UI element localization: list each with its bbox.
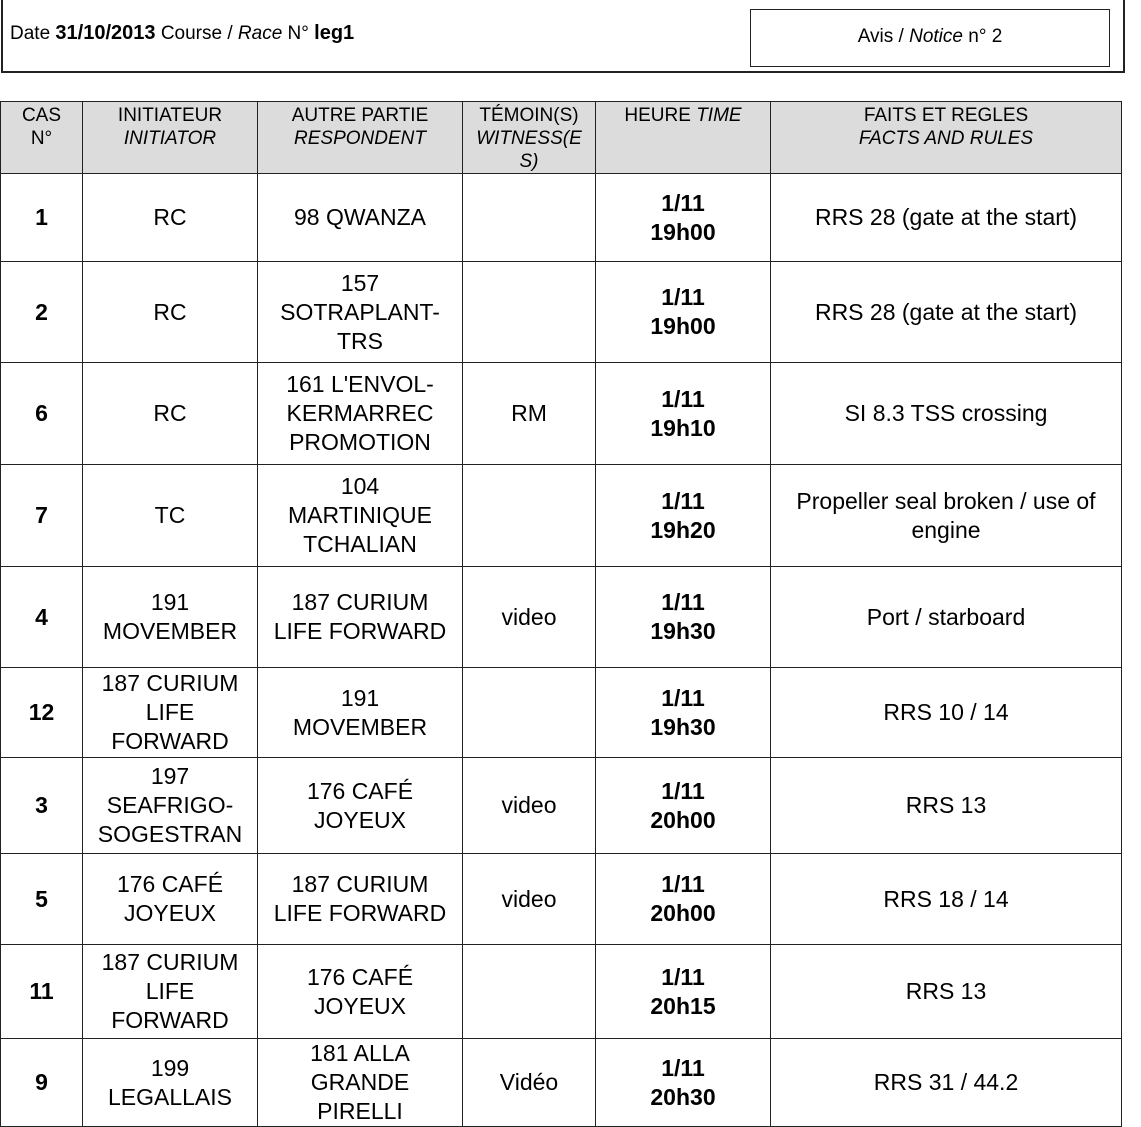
initiator-cell (83, 262, 258, 363)
respondent-cell (258, 262, 463, 363)
header-respondent: AUTRE PARTIE RESPONDENT (258, 102, 463, 174)
case-number: 1 (35, 204, 48, 230)
witness-cell (463, 262, 596, 363)
respondent-text: PIRELLI (317, 1098, 403, 1124)
respondent-text: MARTINIQUE (288, 502, 432, 528)
time-cell (596, 668, 771, 758)
initiator-cell (83, 668, 258, 758)
time-text: 1/11 (661, 963, 705, 990)
time-text: 1/11 (661, 684, 705, 711)
time-cell (596, 262, 771, 363)
notice-number: n° 2 (968, 26, 1003, 47)
facts-cell (771, 945, 1122, 1039)
initiator-text: 197 (150, 763, 190, 789)
table-row (1, 567, 1122, 668)
date-label: Date (10, 23, 51, 44)
time-cell (596, 174, 771, 262)
respondent-text: PROMOTION (289, 429, 431, 455)
facts-text: RRS 10 / 14 (883, 699, 1009, 725)
witness-cell (463, 668, 596, 758)
respondent-text: 98 QWANZA (293, 204, 427, 230)
initiator-cell (83, 758, 258, 854)
time-text: 1/11 (661, 1054, 705, 1081)
facts-text: Propeller seal broken / use of (796, 487, 1096, 514)
facts-text: RRS 13 (905, 978, 987, 1004)
header-race-info (10, 22, 354, 45)
witness-text: RM (511, 400, 547, 426)
respondent-text: 187 CURIUM (291, 589, 429, 615)
case-number-cell (1, 363, 83, 465)
time-text: 1/11 (661, 589, 705, 615)
notice-label: Avis / (857, 26, 904, 47)
time-text: 1/11 (661, 189, 705, 216)
initiator-text: MOVEMBER (102, 618, 238, 644)
respondent-cell (258, 567, 463, 668)
time-cell (596, 567, 771, 668)
respondent-text: 104 (340, 473, 380, 499)
initiator-text: 191 (150, 589, 190, 615)
facts-text: RRS 28 (gate at the start) (814, 298, 1078, 325)
initiator-cell (83, 465, 258, 567)
time-text: 1/11 (661, 871, 705, 897)
initiator-text: 176 CAFÉ (116, 871, 224, 897)
table-row (1, 465, 1122, 567)
facts-text: SI 8.3 TSS crossing (844, 400, 1048, 426)
respondent-text: 187 CURIUM (291, 871, 429, 897)
initiator-cell (83, 854, 258, 945)
time-text: 20h00 (650, 900, 716, 926)
header-time: HEURE TIME (596, 102, 771, 174)
initiator-text: FORWARD (111, 728, 229, 754)
facts-text: RRS 13 (905, 792, 987, 818)
respondent-cell (258, 854, 463, 945)
time-cell (596, 945, 771, 1039)
respondent-text: SOTRAPLANT- (280, 298, 440, 325)
respondent-cell (258, 668, 463, 758)
time-text: 1/11 (661, 487, 705, 514)
witness-cell (463, 854, 596, 945)
initiator-text: LEGALLAIS (107, 1083, 233, 1110)
witness-cell (463, 363, 596, 465)
respondent-cell (258, 945, 463, 1039)
case-number-cell (1, 262, 83, 363)
respondent-cell (258, 465, 463, 567)
witness-cell (463, 174, 596, 262)
notice-box (750, 9, 1110, 67)
time-text: 19h30 (650, 618, 716, 644)
respondent-cell (258, 758, 463, 854)
race-number: leg1 (314, 22, 355, 44)
time-text: 19h30 (650, 713, 716, 740)
date-value: 31/10/2013 (55, 22, 156, 44)
initiator-text: JOYEUX (123, 900, 217, 926)
case-number-cell (1, 1039, 83, 1127)
time-cell (596, 1039, 771, 1127)
witness-text: video (501, 603, 557, 630)
facts-cell (771, 262, 1122, 363)
case-number: 12 (28, 699, 55, 725)
facts-cell (771, 363, 1122, 465)
witness-cell (463, 567, 596, 668)
case-number-cell (1, 174, 83, 262)
witness-cell (463, 465, 596, 567)
witness-text: Vidéo (499, 1069, 559, 1095)
respondent-text: TRS (337, 327, 383, 354)
respondent-cell (258, 174, 463, 262)
time-cell (596, 363, 771, 465)
time-text: 1/11 (661, 385, 705, 412)
case-number: 9 (35, 1069, 48, 1095)
case-number: 6 (35, 400, 48, 426)
initiator-text: 187 CURIUM (101, 949, 239, 975)
respondent-text: MOVEMBER (292, 713, 428, 740)
initiator-cell (83, 174, 258, 262)
notice-label-en: Notice (909, 26, 963, 47)
respondent-text: KERMARREC (286, 400, 434, 426)
case-number-cell (1, 758, 83, 854)
initiator-text: 187 CURIUM (101, 670, 239, 696)
table-row (1, 262, 1122, 363)
header-witness: TÉMOIN(S) WITNESS(E S) (463, 102, 596, 174)
facts-text: RRS 28 (gate at the start) (814, 204, 1078, 230)
respondent-text: TCHALIAN (303, 531, 417, 557)
respondent-cell (258, 363, 463, 465)
table-body (1, 174, 1122, 1127)
facts-text: RRS 18 / 14 (883, 885, 1009, 912)
race-label: Race (237, 23, 283, 44)
table-row (1, 945, 1122, 1039)
facts-cell (771, 668, 1122, 758)
respondent-cell (258, 1039, 463, 1127)
number-label: N° (287, 23, 309, 44)
respondent-text: 176 CAFÉ (306, 777, 414, 804)
header-facts: FAITS ET REGLES FACTS AND RULES (771, 102, 1122, 174)
initiator-text: RC (153, 204, 187, 230)
header-case: CAS N° (1, 102, 83, 174)
table-row (1, 174, 1122, 262)
initiator-text: FORWARD (111, 1007, 229, 1033)
respondent-text: 191 (340, 684, 380, 711)
time-text: 20h00 (650, 806, 716, 833)
initiator-text: LIFE (145, 978, 195, 1004)
respondent-text: JOYEUX (313, 806, 407, 833)
initiator-cell (83, 363, 258, 465)
time-cell (596, 758, 771, 854)
facts-cell (771, 758, 1122, 854)
respondent-text: GRANDE (310, 1069, 410, 1095)
initiator-cell (83, 1039, 258, 1127)
facts-text: RRS 31 / 44.2 (873, 1069, 1019, 1095)
respondent-text: LIFE FORWARD (273, 900, 447, 926)
time-text: 20h30 (650, 1083, 716, 1110)
time-text: 19h10 (650, 414, 716, 441)
initiator-text: TC (154, 502, 186, 528)
respondent-text: 181 ALLA (310, 1040, 410, 1066)
header-initiator: INITIATEUR INITIATOR (83, 102, 258, 174)
case-number: 7 (35, 502, 48, 528)
course-label: Course / (160, 23, 233, 44)
time-cell (596, 854, 771, 945)
witness-text: video (501, 885, 557, 912)
initiator-text: 199 (150, 1054, 190, 1081)
respondent-text: JOYEUX (313, 992, 407, 1019)
witness-text: video (501, 792, 557, 818)
time-cell (596, 465, 771, 567)
case-number: 11 (29, 978, 54, 1004)
case-number-cell (1, 945, 83, 1039)
initiator-text: RC (153, 298, 187, 325)
initiator-cell (83, 567, 258, 668)
case-number-cell (1, 567, 83, 668)
respondent-text: 157 (340, 269, 380, 296)
case-number-cell (1, 854, 83, 945)
initiator-text: LIFE (145, 699, 195, 725)
facts-cell (771, 465, 1122, 567)
case-number: 4 (35, 603, 48, 630)
time-text: 19h00 (650, 313, 716, 339)
facts-text: engine (911, 516, 981, 543)
table-header-row (1, 102, 1122, 174)
facts-cell (771, 174, 1122, 262)
time-text: 19h00 (650, 218, 716, 245)
time-text: 20h15 (650, 992, 716, 1019)
respondent-text: 176 CAFÉ (306, 963, 414, 990)
case-number: 5 (35, 885, 48, 912)
time-text: 1/11 (661, 777, 705, 804)
protest-table (0, 101, 1122, 1127)
case-number: 3 (35, 792, 48, 818)
facts-text: Port / starboard (866, 603, 1026, 630)
time-text: 19h20 (650, 516, 716, 543)
facts-cell (771, 1039, 1122, 1127)
initiator-text: SEAFRIGO- (106, 792, 234, 818)
facts-cell (771, 567, 1122, 668)
respondent-text: 161 L'ENVOL- (286, 371, 434, 397)
witness-cell (463, 945, 596, 1039)
time-text: 1/11 (661, 284, 705, 310)
respondent-text: LIFE FORWARD (273, 618, 447, 644)
case-number-cell (1, 668, 83, 758)
case-number: 2 (35, 298, 48, 325)
witness-cell (463, 758, 596, 854)
initiator-cell (83, 945, 258, 1039)
initiator-text: RC (153, 400, 187, 426)
case-number-cell (1, 465, 83, 567)
table-row (1, 758, 1122, 854)
table-row (1, 1039, 1122, 1127)
witness-cell (463, 1039, 596, 1127)
initiator-text: SOGESTRAN (97, 821, 243, 847)
facts-cell (771, 854, 1122, 945)
table-row (1, 854, 1122, 945)
table-row (1, 668, 1122, 758)
table-row (1, 363, 1122, 465)
